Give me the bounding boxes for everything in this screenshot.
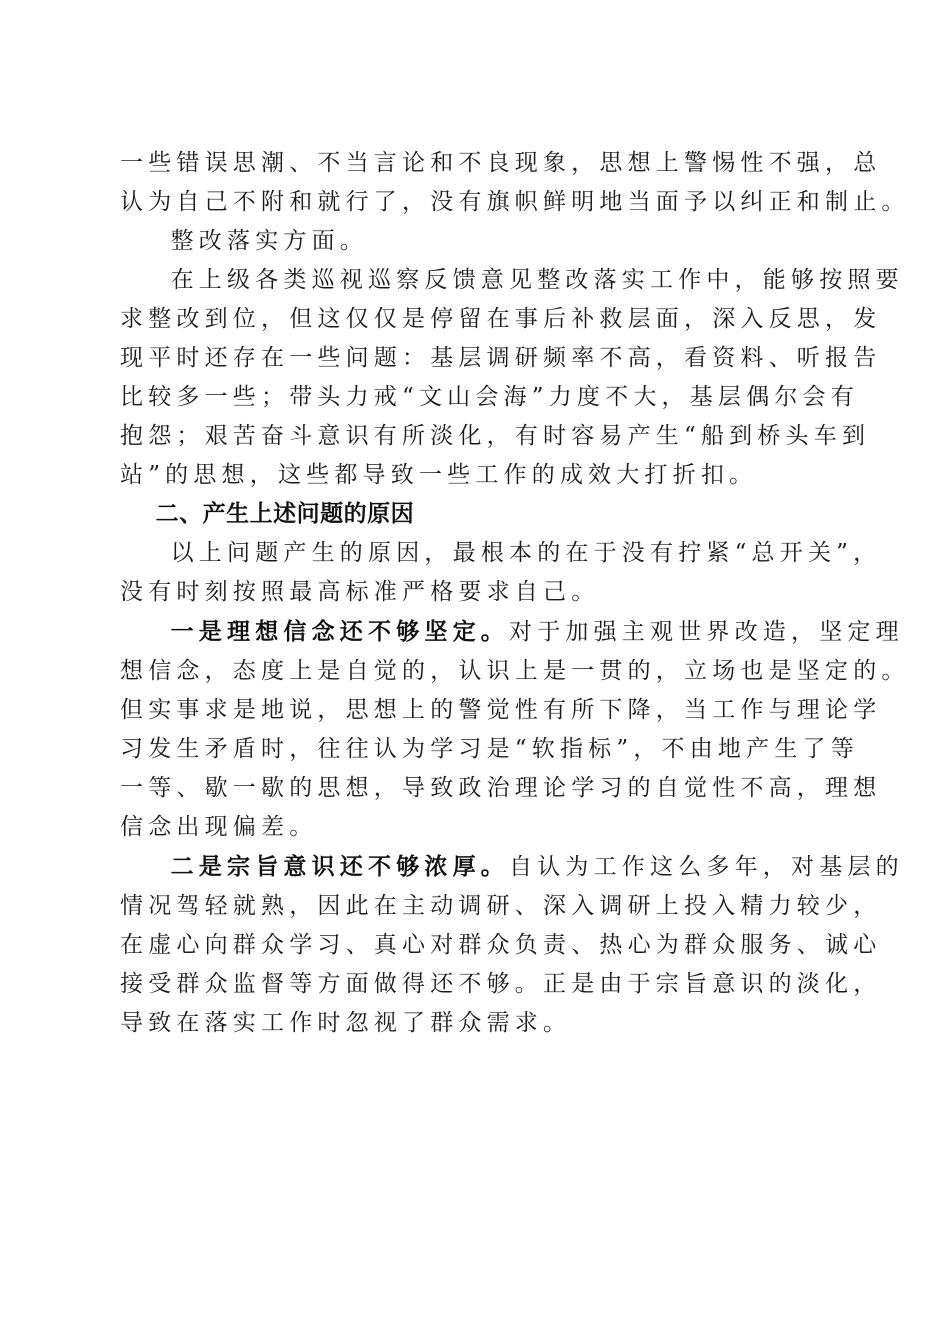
text-line [120, 847, 904, 887]
paragraph-causes-intro [120, 534, 882, 612]
text-line: 一等、歇一歇的思想，导致政治理论学习的自觉性不高，理想 [120, 775, 882, 801]
text-line: 但实事求是地说，思想上的警觉性有所下降，当工作与理论学 [120, 697, 882, 723]
text-line [120, 612, 904, 652]
text-line: 现平时还存在一些问题：基层调研频率不高，看资料、听报告 [120, 345, 882, 371]
text-line: 以上问题产生的原因，最根本的在于没有拧紧“总开关”， [170, 540, 882, 566]
text-line: 一些错误思潮、不当言论和不良现象，思想上警惕性不强，总 [120, 150, 882, 176]
document-page [120, 144, 910, 1043]
text-line: 情况驾轻就熟，因此在主动调研、深入调研上投入精力较少， [120, 893, 882, 919]
paragraph-subheading-rectification [120, 222, 832, 261]
paragraph-ideals [120, 612, 910, 847]
text-fragment: 自认为工作这么多年，对基层的 [509, 854, 904, 880]
text-fragment: 对于加强主观世界改造，坚定理 [509, 619, 904, 645]
text-line: 习发生矛盾时，往往认为学习是“软指标”，不由地产生了等 [120, 736, 859, 762]
paragraph-purpose [120, 847, 904, 1043]
paragraph-rectification [120, 261, 904, 495]
lead-in-purpose: 二是宗旨意识还不够浓厚。 [170, 853, 509, 880]
text-line: 接受群众监督等方面做得还不够。正是由于宗旨意识的淡化， [120, 971, 882, 997]
paragraph-continuation [120, 144, 910, 222]
text-line: 导致在落实工作时忽视了群众需求。 [120, 1010, 572, 1036]
text-line: 在上级各类巡视巡察反馈意见整改落实工作中，能够按照要 [170, 267, 904, 293]
text-line: 在虚心向群众学习、真心对群众负责、热心为群众服务、诚心 [120, 932, 882, 958]
text-line: 比较多一些；带头力戒“文山会海”力度不大，基层偶尔会有 [120, 384, 859, 410]
text-line: 抱怨；艰苦奋斗意识有所淡化，有时容易产生“船到桥头车到 [120, 423, 871, 449]
text-line: 站”的思想，这些都导致一些工作的成效大打折扣。 [120, 462, 758, 488]
text-line: 信念出现偏差。 [120, 814, 318, 840]
text-line: 求整改到位，但这仅仅是停留在事后补救层面，深入反思，发 [120, 306, 882, 332]
text-line: 整改落实方面。 [170, 228, 368, 254]
text-line: 想信念，态度上是自觉的，认识上是一贯的，立场也是坚定的。 [120, 658, 910, 684]
section-heading: 二、产生上述问题的原因 [155, 501, 415, 527]
lead-in-ideals: 一是理想信念还不够坚定。 [170, 618, 509, 645]
text-line: 没有时刻按照最高标准严格要求自己。 [120, 579, 600, 605]
text-line: 认为自己不附和就行了，没有旗帜鲜明地当面予以纠正和制止。 [120, 189, 910, 215]
